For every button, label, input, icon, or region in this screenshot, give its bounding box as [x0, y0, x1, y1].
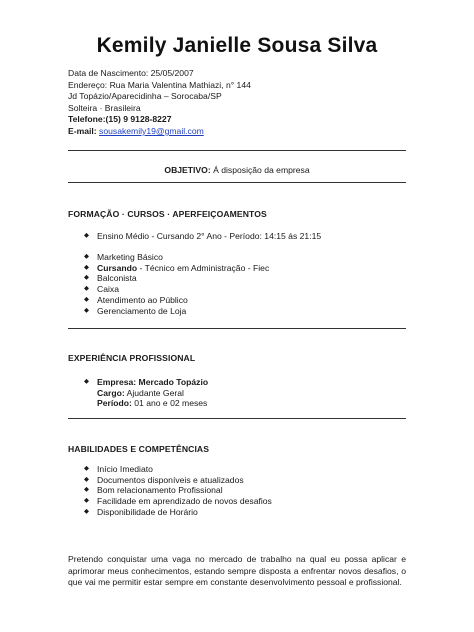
experience-heading: EXPERIÊNCIA PROFISSIONAL — [68, 353, 196, 363]
list-item-text: Marketing Básico — [97, 252, 163, 262]
phone: Telefone:(15) 9 9128-8227 — [68, 114, 172, 125]
diamond-bullet-icon: ◆ — [84, 507, 89, 515]
district-line: Jd Topázio/Aparecidinha – Sorocaba/SP — [68, 91, 222, 102]
divider — [68, 328, 406, 329]
marital-nationality: Solteira · Brasileira — [68, 102, 141, 113]
diamond-bullet-icon: ◆ — [84, 465, 89, 472]
list-item — [84, 507, 272, 518]
list-item — [84, 273, 269, 284]
objective-text: Á disposição da empresa — [210, 165, 310, 175]
period-text: 01 ano e 02 meses — [131, 398, 208, 409]
list-item — [84, 284, 269, 295]
list-item — [84, 252, 269, 263]
company-line — [84, 377, 208, 388]
diamond-bullet-icon: ◆ — [84, 486, 89, 494]
diamond-bullet-icon: ◆ — [84, 497, 89, 505]
diamond-bullet-icon: ◆ — [84, 232, 89, 239]
list-item — [84, 464, 272, 475]
list-item-text: Disponibilidade de Horário — [97, 506, 198, 517]
divider — [68, 182, 406, 183]
diamond-bullet-icon: ◆ — [84, 274, 89, 282]
list-item-text: Documentos disponíveis e atualizados — [97, 474, 244, 485]
list-item-text: Balconista — [97, 273, 137, 284]
email-line — [68, 126, 251, 138]
list-item-text: Início Imediato — [97, 464, 153, 474]
email-link[interactable]: sousakemily19@gmail.com — [99, 125, 204, 136]
list-item-text: - Técnico em Administração - Fiec — [137, 262, 270, 273]
list-item-text: Caixa — [97, 284, 119, 295]
courses-list — [84, 252, 269, 316]
candidate-name: Kemily Janielle Sousa Silva — [96, 34, 378, 57]
period-label: Período: — [97, 398, 132, 409]
birth-date: Data de Nascimento: 25/05/2007 — [68, 68, 194, 78]
list-item-emphasis: Cursando — [97, 262, 138, 273]
objective — [0, 165, 474, 175]
diamond-bullet-icon: ◆ — [84, 378, 89, 385]
list-item — [84, 295, 269, 306]
role-line — [84, 388, 208, 399]
list-item-text: Bom relacionamento Profissional — [97, 485, 223, 496]
school-list — [84, 231, 321, 242]
email-label: E-mail: — [68, 125, 100, 136]
diamond-bullet-icon: ◆ — [84, 263, 89, 271]
personal-info — [68, 68, 251, 138]
skills-list — [84, 464, 272, 518]
address-line: Endereço: Rua Maria Valentina Mathiazi, n° 144 — [68, 79, 251, 90]
list-item — [84, 263, 269, 274]
closing-paragraph: Pretendo conquistar uma vaga no mercado de trabalho na qual eu possa aplicar e aprimorar meus conhecimentos, estando sempre disposta a enfrentar novos desafios, o que vai me permitir estar sempre em constante desenvolvimento pessoal e profissional. — [68, 554, 406, 588]
diamond-bullet-icon: ◆ — [84, 306, 89, 314]
divider — [68, 418, 406, 419]
company-text: Empresa: Mercado Topázio — [97, 377, 209, 387]
list-item — [84, 231, 321, 242]
skills-heading: HABILIDADES E COMPETÊNCIAS — [68, 444, 210, 454]
diamond-bullet-icon: ◆ — [84, 253, 89, 260]
list-item-text: Facilidade em aprendizado de novos desafios — [97, 496, 272, 507]
list-item — [84, 475, 272, 486]
list-item — [84, 496, 272, 507]
list-item-text: Atendimento ao Público — [97, 294, 188, 305]
role-label: Cargo: — [97, 387, 125, 398]
diamond-bullet-icon: ◆ — [84, 295, 89, 303]
school-text: Ensino Médio - Cursando 2° Ano - Período: 14:15 ás 21:15 — [97, 231, 322, 241]
list-item — [84, 485, 272, 496]
list-item — [84, 306, 269, 317]
list-item-text: Gerenciamento de Loja — [97, 305, 187, 316]
divider — [68, 150, 406, 151]
period-line — [84, 398, 208, 409]
education-heading: FORMAÇÃO · CURSOS · APERFEIÇOAMENTOS — [68, 209, 267, 219]
experience-entry — [84, 377, 208, 409]
diamond-bullet-icon: ◆ — [84, 285, 89, 293]
role-text: Ajudante Geral — [124, 387, 184, 398]
objective-label: OBJETIVO: — [164, 165, 211, 175]
diamond-bullet-icon: ◆ — [84, 475, 89, 483]
